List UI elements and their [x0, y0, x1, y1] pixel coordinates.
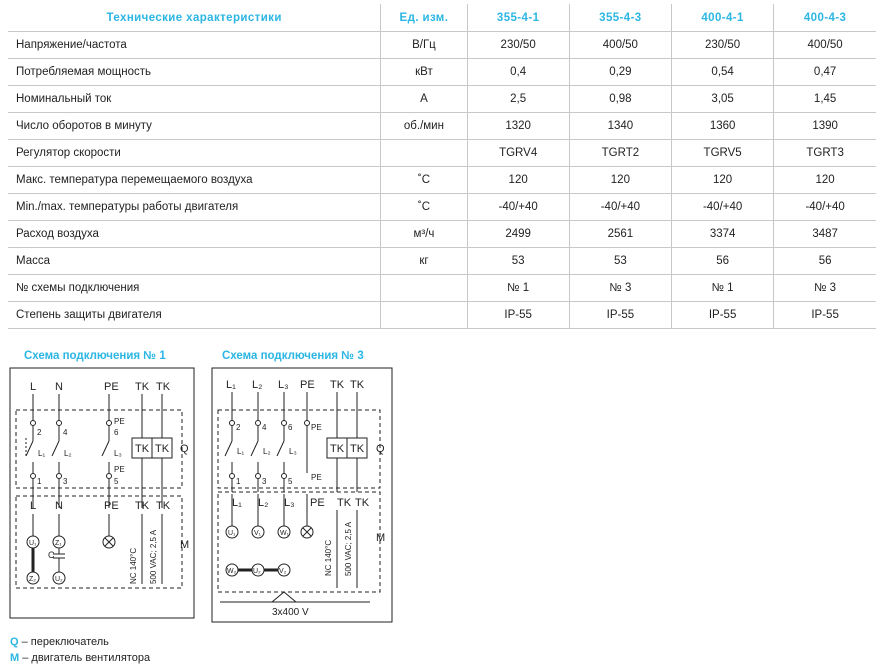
value-cell: 56	[672, 248, 774, 275]
value-cell: 120	[569, 167, 671, 194]
svg-text:1: 1	[236, 477, 241, 486]
s1-term-top: N	[55, 381, 63, 393]
value-cell: 120	[467, 167, 569, 194]
svg-text:4: 4	[262, 423, 267, 432]
table-row	[8, 59, 876, 86]
header-model: 400-4-1	[672, 4, 774, 32]
value-cell: 3,05	[672, 86, 774, 113]
value-cell: 2499	[467, 221, 569, 248]
svg-text:TK: TK	[350, 379, 365, 391]
param-cell: Степень защиты двигателя	[8, 302, 381, 329]
scheme3-title: Схема подключения № 3	[222, 350, 364, 362]
svg-text:4: 4	[63, 428, 68, 437]
svg-text:U₂: U₂	[253, 568, 261, 575]
svg-text:PE: PE	[104, 500, 119, 512]
param-cell: Число оборотов в минуту	[8, 113, 381, 140]
svg-text:TK: TK	[355, 497, 370, 509]
svg-text:PE: PE	[114, 465, 125, 474]
value-cell: 400/50	[569, 32, 671, 59]
value-cell: 1,45	[774, 86, 876, 113]
svg-text:6: 6	[114, 428, 119, 437]
svg-text:L₂: L₂	[258, 497, 269, 509]
svg-text:L: L	[30, 500, 37, 512]
svg-text:L₂: L₂	[64, 449, 72, 458]
value-cell: 3487	[774, 221, 876, 248]
s3-supply: 3x400 V	[272, 607, 309, 618]
value-cell: TGRT3	[774, 140, 876, 167]
value-cell: -40/+40	[467, 194, 569, 221]
svg-text:L₁: L₁	[38, 449, 46, 458]
param-cell: № схемы подключения	[8, 275, 381, 302]
svg-text:L₃: L₃	[284, 497, 295, 509]
value-cell: 1340	[569, 113, 671, 140]
value-cell: 120	[774, 167, 876, 194]
svg-text:L₁: L₁	[237, 447, 245, 456]
svg-text:2: 2	[236, 423, 241, 432]
s1-term-top: TK	[156, 381, 171, 393]
value-cell: -40/+40	[672, 194, 774, 221]
value-cell: 0,98	[569, 86, 671, 113]
table-row	[8, 86, 876, 113]
value-cell: 0,4	[467, 59, 569, 86]
value-cell: 2561	[569, 221, 671, 248]
value-cell: TGRV5	[672, 140, 774, 167]
svg-text:3: 3	[262, 477, 267, 486]
param-cell: Масса	[8, 248, 381, 275]
svg-text:L₃: L₃	[278, 379, 289, 391]
value-cell: TGRT2	[569, 140, 671, 167]
s1-term-top: L	[30, 381, 37, 393]
svg-text:C: C	[48, 550, 55, 560]
svg-text:W₁: W₁	[280, 530, 289, 537]
value-cell: 56	[774, 248, 876, 275]
svg-text:L₁: L₁	[232, 497, 242, 509]
value-cell: 1390	[774, 113, 876, 140]
svg-text:L₃: L₃	[289, 447, 297, 456]
svg-text:TK: TK	[350, 443, 365, 455]
table-row	[8, 302, 876, 329]
svg-text:TK: TK	[330, 379, 345, 391]
unit-cell	[381, 302, 467, 329]
header-model: 400-4-3	[774, 4, 876, 32]
param-cell: Напряжение/частота	[8, 32, 381, 59]
header-param: Технические характеристики	[8, 4, 381, 32]
svg-text:L₁: L₁	[226, 379, 236, 391]
svg-text:Z₁: Z₁	[55, 540, 62, 547]
svg-text:L₂: L₂	[263, 447, 271, 456]
param-cell: Регулятор скорости	[8, 140, 381, 167]
param-cell: Номинальный ток	[8, 86, 381, 113]
legend-m: M – двигатель вентилятора	[10, 652, 151, 664]
s1-term-top: TK	[135, 381, 150, 393]
value-cell: 230/50	[467, 32, 569, 59]
value-cell: TGRV4	[467, 140, 569, 167]
param-cell: Расход воздуха	[8, 221, 381, 248]
svg-text:TK: TK	[155, 443, 170, 455]
svg-text:TK: TK	[135, 500, 150, 512]
unit-cell: м³/ч	[381, 221, 467, 248]
table-row	[8, 167, 876, 194]
svg-text:U₁: U₁	[228, 530, 236, 537]
table-row	[8, 32, 876, 59]
svg-text:U₂: U₂	[55, 576, 63, 583]
value-cell: 400/50	[774, 32, 876, 59]
value-cell: 0,29	[569, 59, 671, 86]
value-cell: № 3	[774, 275, 876, 302]
table-header-row	[8, 4, 876, 32]
param-cell: Макс. температура перемещаемого воздуха	[8, 167, 381, 194]
table-row	[8, 248, 876, 275]
unit-cell: кВт	[381, 59, 467, 86]
value-cell: 53	[467, 248, 569, 275]
value-cell: IP-55	[672, 302, 774, 329]
value-cell: 120	[672, 167, 774, 194]
value-cell: 1320	[467, 113, 569, 140]
value-cell: 1360	[672, 113, 774, 140]
svg-text:5: 5	[288, 477, 293, 486]
svg-text:L₃: L₃	[114, 449, 122, 458]
unit-cell: об./мин	[381, 113, 467, 140]
value-cell: IP-55	[467, 302, 569, 329]
table-row	[8, 275, 876, 302]
table-row	[8, 113, 876, 140]
svg-text:V₂: V₂	[279, 568, 287, 575]
svg-text:PE: PE	[310, 497, 325, 509]
value-cell: № 1	[672, 275, 774, 302]
spec-table	[8, 4, 876, 329]
svg-text:TK: TK	[156, 500, 171, 512]
param-cell: Min./max. температуры работы двигателя	[8, 194, 381, 221]
value-cell: № 1	[467, 275, 569, 302]
svg-text:PE: PE	[114, 417, 125, 426]
svg-text:6: 6	[288, 423, 293, 432]
s3-q-label: Q	[376, 443, 385, 455]
svg-text:V₁: V₁	[254, 530, 262, 537]
svg-text:PE: PE	[300, 379, 315, 391]
s1-term-top: PE	[104, 381, 119, 393]
value-cell: № 3	[569, 275, 671, 302]
svg-text:2: 2	[37, 428, 42, 437]
svg-text:PE: PE	[311, 423, 322, 432]
svg-text:TK: TK	[135, 443, 150, 455]
value-cell: 3374	[672, 221, 774, 248]
unit-cell	[381, 275, 467, 302]
svg-text:TK: TK	[337, 497, 352, 509]
s1-thermal-nc: NC 140°C	[129, 547, 138, 584]
value-cell: IP-55	[569, 302, 671, 329]
svg-text:500 VAC; 2,5 A: 500 VAC; 2,5 A	[344, 521, 353, 576]
svg-text:NC 140°C: NC 140°C	[324, 539, 333, 576]
s1-m-label: M	[180, 539, 190, 551]
svg-text:1: 1	[37, 477, 42, 486]
svg-text:TK: TK	[330, 443, 345, 455]
s1-thermal-rating: 500 VAC; 2,5 A	[149, 529, 158, 584]
header-unit: Ед. изм.	[381, 4, 467, 32]
svg-text:5: 5	[114, 477, 119, 486]
value-cell: 53	[569, 248, 671, 275]
value-cell: 2,5	[467, 86, 569, 113]
unit-cell: ˚С	[381, 194, 467, 221]
value-cell: -40/+40	[774, 194, 876, 221]
unit-cell: кг	[381, 248, 467, 275]
unit-cell	[381, 140, 467, 167]
s3-m-label: M	[376, 532, 386, 544]
header-model: 355-4-1	[467, 4, 569, 32]
value-cell: -40/+40	[569, 194, 671, 221]
svg-text:PE: PE	[311, 473, 322, 482]
s1-q-label: Q	[180, 443, 189, 455]
svg-text:L₂: L₂	[252, 379, 263, 391]
value-cell: 0,54	[672, 59, 774, 86]
svg-text:W₂: W₂	[227, 568, 237, 575]
unit-cell: А	[381, 86, 467, 113]
value-cell: IP-55	[774, 302, 876, 329]
svg-text:3: 3	[63, 477, 68, 486]
table-row	[8, 194, 876, 221]
scheme1-diagram	[8, 366, 198, 622]
param-cell: Потребляемая мощность	[8, 59, 381, 86]
unit-cell: ˚С	[381, 167, 467, 194]
scheme3-diagram	[210, 366, 396, 626]
svg-text:N: N	[55, 500, 63, 512]
unit-cell: В/Гц	[381, 32, 467, 59]
svg-text:Z₂: Z₂	[29, 576, 36, 583]
scheme1-title: Схема подключения № 1	[24, 350, 166, 362]
value-cell: 0,47	[774, 59, 876, 86]
value-cell: 230/50	[672, 32, 774, 59]
legend-q: Q – переключатель	[10, 636, 109, 648]
svg-text:U₁: U₁	[29, 540, 37, 547]
header-model: 355-4-3	[569, 4, 671, 32]
table-row	[8, 140, 876, 167]
table-row	[8, 221, 876, 248]
